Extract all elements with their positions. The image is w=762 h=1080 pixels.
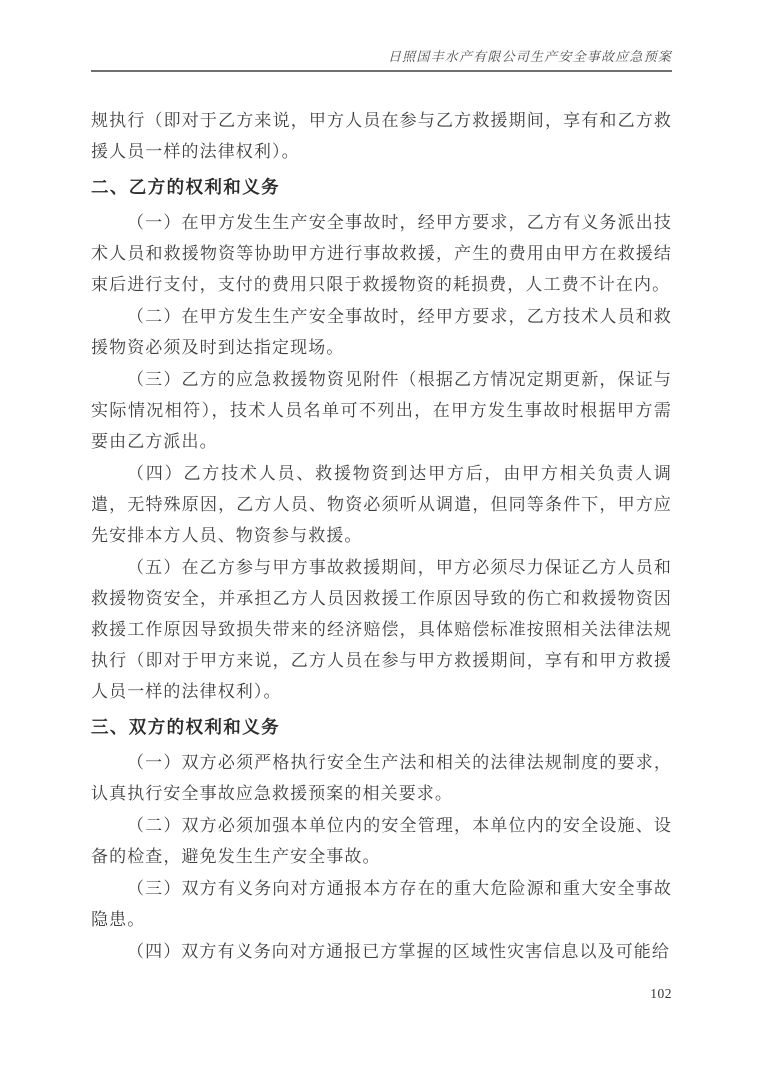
page-number: 102	[650, 986, 672, 1001]
section2-paragraph-1: （一）在甲方发生生产安全事故时，经甲方要求，乙方有义务派出技术人员和救援物资等协助甲方进行事故救援，产生的费用由甲方在救援结束后进行支付，支付的费用只限于救援物资的耗损费，人工费不计在内。	[91, 213, 672, 294]
section3-paragraph-1: （一）双方必须严格执行安全生产法和相关的法律法规制度的要求，认真执行安全事故应急救援预案的相关要求。	[91, 753, 672, 803]
section3-paragraph-4: （四）双方有义务向对方通报已方掌握的区域性灾害信息以及可能给	[127, 942, 670, 961]
document-body	[91, 105, 672, 968]
header-rule	[91, 70, 672, 72]
section3-paragraph-2: （二）双方必须加强本单位内的安全管理，本单位内的安全设施、设备的检查，避免发生生产安全事故。	[91, 816, 672, 866]
section3-paragraph-3: （三）双方有义务向对方通报本方存在的重大危险源和重大安全事故隐患。	[91, 879, 672, 929]
section2-paragraph-5: （五）在乙方参与甲方事故救援期间，甲方必须尽力保证乙方人员和救援物资安全，并承担乙方人员因救援工作原因导致的伤亡和救援物资因救援工作原因导致损失带来的经济赔偿，具体赔偿标准按照相关法律法规执行（即对于甲方来说，乙方人员在参与甲方救援期间，享有和甲方救援人员一样的法律权利）。	[91, 558, 672, 701]
section-heading-2: 二、乙方的权利和义务	[91, 177, 280, 197]
section-heading-3: 三、双方的权利和义务	[91, 717, 280, 737]
continuation-paragraph: 规执行（即对于乙方来说，甲方人员在参与乙方救援期间，享有和乙方救援人员一样的法律权利）。	[91, 111, 672, 161]
section2-paragraph-2: （二）在甲方发生生产安全事故时，经甲方要求，乙方技术人员和救援物资必须及时到达指定现场。	[91, 307, 672, 357]
section2-paragraph-4: （四）乙方技术人员、救援物资到达甲方后，由甲方相关负责人调遣，无特殊原因，乙方人员、物资必须听从调遣，但同等条件下，甲方应先安排本方人员、物资参与救援。	[91, 464, 672, 545]
running-header-title: 日照国丰水产有限公司生产安全事故应急预案	[387, 49, 672, 64]
section2-paragraph-3: （三）乙方的应急救援物资见附件（根据乙方情况定期更新，保证与实际情况相符），技术人员名单可不列出，在甲方发生事故时根据甲方需要由乙方派出。	[91, 370, 672, 451]
